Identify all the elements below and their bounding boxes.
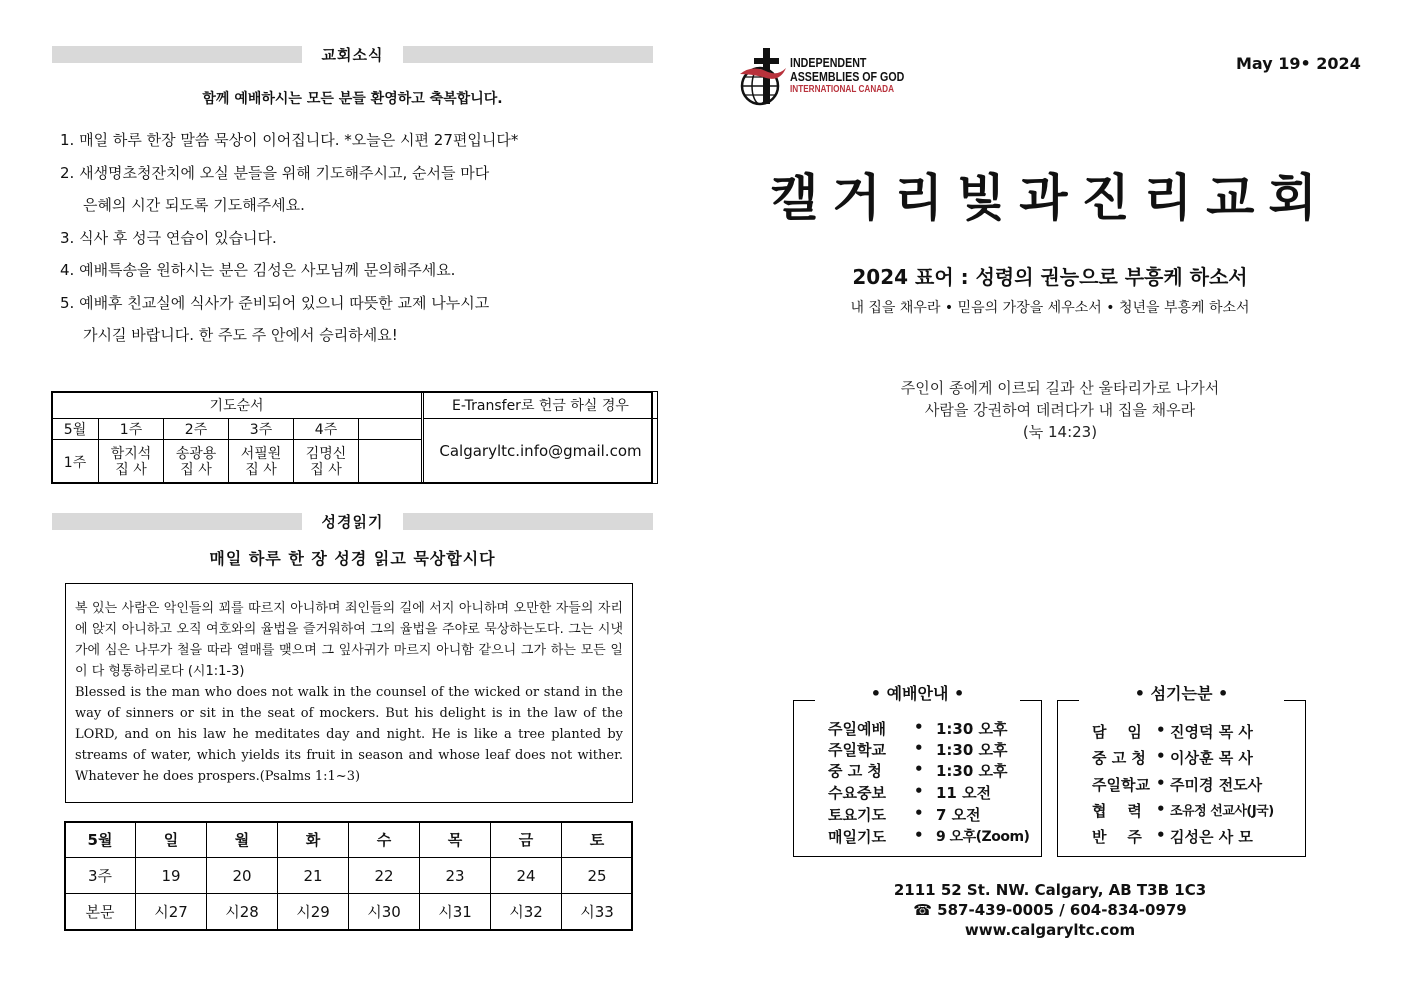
prayer-month: 5월 (52, 419, 99, 440)
week-date-cell: 24 (491, 858, 562, 894)
etransfer-title: E-Transfer로 헌금 하실 경우 (423, 392, 658, 419)
week-header-cell: 수 (349, 822, 420, 858)
logo-text: INDEPENDENT ASSEMBLIES OF GOD INTERNATIONAL CANADA (790, 55, 905, 95)
week-date-cell: 20 (207, 858, 278, 894)
news-list (60, 124, 660, 352)
scripture-quote: 주인이 종에게 이르되 길과 산 울타리가로 나가서 사람을 강권하여 데려다가 내 집을 채우라 (눅 14:23) (900, 379, 1220, 441)
servant-row: 협 력 • 조유정 선교사(J국) (1092, 800, 1274, 820)
church-name: 캘거리빛과진리교회 (770, 169, 1331, 227)
list-item: 4. 예배특송을 원하시는 분은 김성은 사모님께 문의해주세요. (60, 261, 456, 279)
week-header-cell: 토 (562, 822, 633, 858)
contact-info (800, 880, 1300, 940)
prayer-leader (359, 440, 423, 484)
service-row: 주일학교 • 1:30 오후 (828, 739, 1008, 759)
globe-cross-icon (738, 46, 790, 108)
prayer-leader: 함지석 집 사 (99, 440, 164, 484)
servant-row: 담 임 • 진영덕 목 사 (1092, 721, 1253, 741)
week-header-cell: 5월 (65, 822, 136, 858)
year-motto: 2024 표어 : 성령의 권능으로 부흥케 하소서 (852, 265, 1248, 289)
news-title: 교회소식 (302, 46, 404, 64)
week-date-cell: 25 (562, 858, 633, 894)
list-item: 가시길 바랍니다. 한 주도 주 안에서 승리하세요! (83, 326, 398, 344)
week-date-cell: 21 (278, 858, 349, 894)
prayer-week: 1주 (99, 419, 164, 440)
week-text-cell: 시28 (207, 894, 278, 930)
week-text-cell: 시33 (562, 894, 633, 930)
church-address: 2111 52 St. NW. Calgary, AB T3B 1C3 (893, 881, 1207, 899)
week-date-cell: 23 (420, 858, 491, 894)
motto-subtitle: 내 집을 채우라 • 믿음의 가장을 세우소서 • 청년을 부흥케 하소서 (850, 300, 1250, 316)
week-date-cell: 22 (349, 858, 420, 894)
servant-row: 주일학교 • 주미경 전도사 (1092, 774, 1263, 794)
servant-row: 반 주 • 김성은 사 모 (1092, 826, 1253, 846)
prayer-leader: 송광용 집 사 (164, 440, 229, 484)
servants-title: • 섬기는분 • (1057, 681, 1306, 704)
list-item: 3. 식사 후 성극 연습이 있습니다. (60, 228, 277, 247)
service-info-title: • 예배안내 • (793, 681, 1042, 704)
week-date-cell: 19 (136, 858, 207, 894)
prayer-row-label: 1주 (52, 440, 99, 484)
service-row: 수요중보 • 11 오전 (828, 782, 992, 802)
bulletin-date: May 19• 2024 (1236, 54, 1361, 73)
prayer-leader: 김명신 집 사 (294, 440, 359, 484)
service-row: 토요기도 • 7 오전 (828, 804, 981, 824)
prayer-week: 2주 (164, 419, 229, 440)
welcome-message: 함께 예배하시는 모든 분들 환영하고 축복합니다. (202, 91, 503, 107)
week-text-cell: 시31 (420, 894, 491, 930)
prayer-leader: 서필원 집 사 (229, 440, 294, 484)
service-row: 주일예배 • 1:30 오후 (828, 718, 1008, 738)
week-header-cell: 월 (207, 822, 278, 858)
reading-title: 성경읽기 (302, 513, 404, 531)
service-row: 매일기도 • 9 오후(Zoom) (828, 826, 1030, 846)
verse-korean: 복 있는 사람은 악인들의 꾀를 따르지 아니하며 죄인들의 길에 서지 아니하며 오만한 자들의 자리에 앉지 아니하고 오직 여호와의 율법을 즐거워하여 그의 율법을 주야로 묵상하는도다. 그는 시냇가에 심은 나무가 철을 따라 열매를 맺으며 그 잎사귀가 마르지 아니함 같으니 그가 하는 모든 일이 다 형통하리로다 (시1:1-3) (75, 601, 623, 679)
reading-section-header (52, 513, 653, 530)
week-date-cell: 3주 (65, 858, 136, 894)
week-header-cell: 금 (491, 822, 562, 858)
servant-row: 중 고 청 • 이상훈 목 사 (1092, 747, 1253, 767)
list-item: 2. 새생명초청잔치에 오실 분들을 위해 기도해주시고, 순서들 마다 (60, 163, 490, 182)
iag-logo (738, 46, 918, 108)
verse-english: Blessed is the man who does not walk in the counsel of the wicked or stand in the way of sinners or sit in the seat of mockers. But his delight is in the law of the LORD, and on his law he meditates day and night. He is like a tree planted by streams of water, which yields its fruit in season and whose leaf does not wither. Whatever he does prospers.(Psalms 1:1~3) (75, 685, 623, 784)
prayer-week: 4주 (294, 419, 359, 440)
prayer-title: 기도순서 (52, 392, 423, 419)
week-text-cell: 시29 (278, 894, 349, 930)
prayer-week (359, 419, 423, 440)
church-website[interactable]: www.calgaryltc.com (964, 921, 1136, 939)
week-text-cell: 시30 (349, 894, 420, 930)
news-section-header (52, 46, 653, 63)
church-phone: ☎ 587-439-0005 / 604-834-0979 (913, 901, 1187, 919)
week-text-cell: 시27 (136, 894, 207, 930)
prayer-week: 3주 (229, 419, 294, 440)
reading-subtitle: 매일 하루 한 장 성경 읽고 묵상합시다 (209, 549, 496, 568)
list-item: 1. 매일 하루 한장 말씀 묵상이 이어집니다. *오늘은 시편 27편입니다* (60, 131, 519, 149)
prayer-schedule-table (51, 391, 658, 484)
verse-box (65, 583, 633, 803)
list-item: 5. 예배후 친교실에 식사가 준비되어 있으니 따뜻한 교제 나누시고 (60, 293, 490, 312)
week-header-cell: 화 (278, 822, 349, 858)
week-header-cell: 일 (136, 822, 207, 858)
week-header-cell: 목 (420, 822, 491, 858)
list-item: 은혜의 시간 되도록 기도해주세요. (83, 196, 305, 214)
service-row: 중 고 청 • 1:30 오후 (828, 760, 1008, 780)
etransfer-email: Calgaryltc.info@gmail.com (423, 419, 658, 484)
week-text-cell: 본문 (65, 894, 136, 930)
week-text-cell: 시32 (491, 894, 562, 930)
reading-week-table (64, 821, 633, 930)
